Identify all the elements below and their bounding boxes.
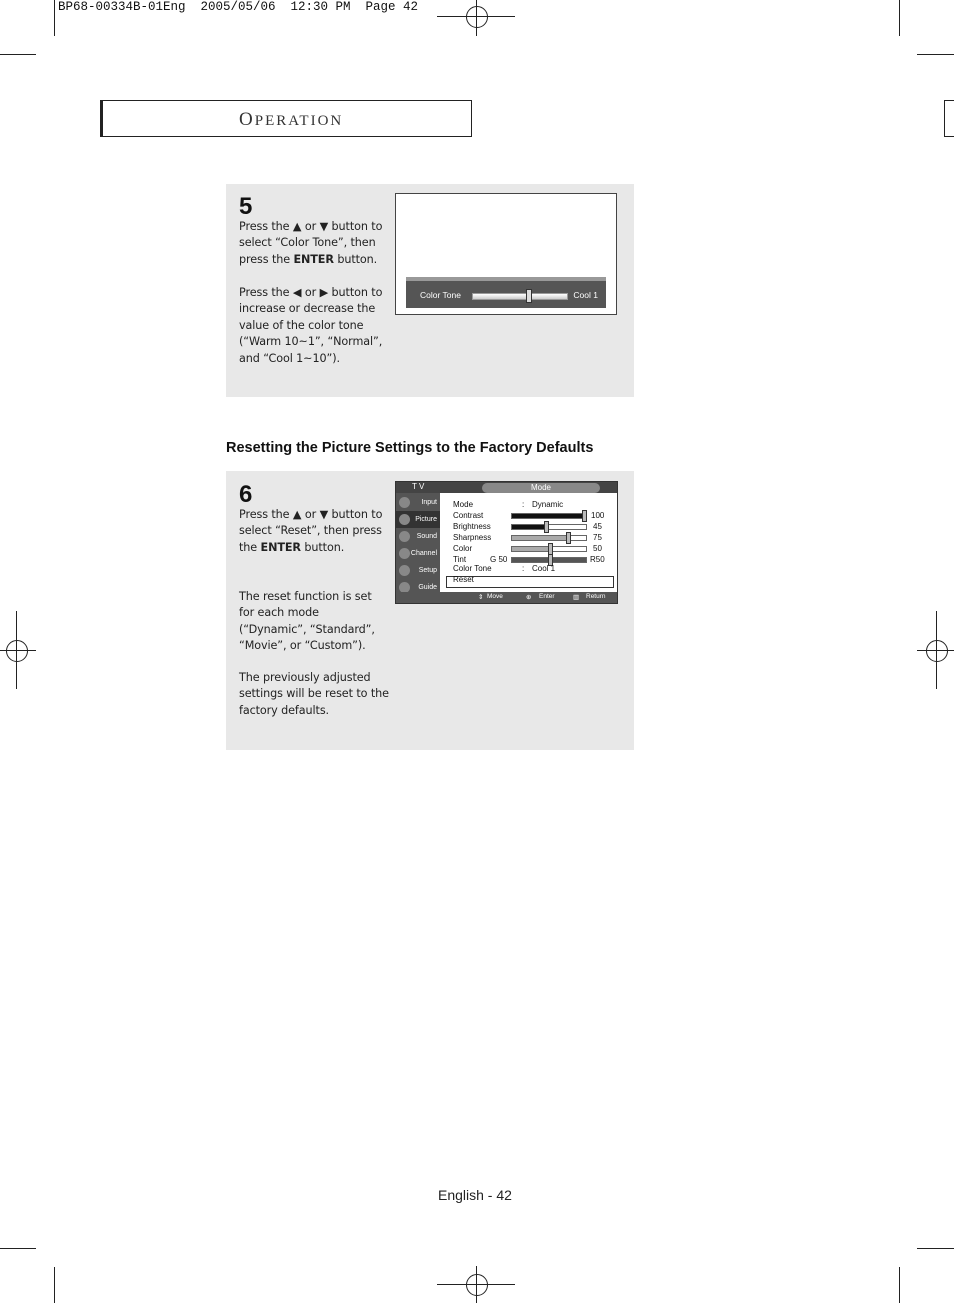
print-header: BP68-00334B-01Eng 2005/05/06 12:30 PM Page 42 <box>58 0 419 14</box>
step5-instruction-1: Press the ▲ or ▼ button to select “Color Tone”, then press the ENTER button. <box>239 220 383 266</box>
color-label: Color <box>453 544 473 553</box>
menu-item-guide: Guide <box>396 579 440 596</box>
menu-item-sound: Sound <box>396 528 440 545</box>
menu-item-picture: Picture <box>396 511 440 528</box>
section-label: OPERATION <box>239 109 344 130</box>
tint-bar <box>511 557 587 563</box>
mode-label: Mode <box>453 500 474 509</box>
color-tone-bar <box>406 277 606 308</box>
brightness-value: 45 <box>593 522 602 531</box>
contrast-bar <box>511 513 587 519</box>
color-tone-slider-track <box>472 293 568 300</box>
sharpness-label: Sharpness <box>453 533 492 542</box>
menu-item-channel: Channel <box>396 545 440 562</box>
input-icon <box>399 497 410 508</box>
reset-label: Reset <box>453 575 474 584</box>
channel-icon <box>399 548 410 559</box>
colortone-value: Cool 1 <box>532 564 556 573</box>
menu-item-input: Input <box>396 494 440 511</box>
contrast-label: Contrast <box>453 511 484 520</box>
color-value: 50 <box>593 544 602 553</box>
colortone-label: Color Tone <box>453 564 492 573</box>
color-tone-slider-knob <box>526 289 532 303</box>
step6-number: 6 <box>239 481 253 508</box>
step6-instruction-1: Press the ▲ or ▼ button to select “Reset”, then press the ENTER button. <box>239 508 383 554</box>
footer-return: Return <box>586 593 606 600</box>
screen-tv-label: T V <box>412 482 425 491</box>
footer-move: Move <box>487 593 503 600</box>
color-tone-label: Color Tone <box>420 290 461 300</box>
picture-menu-screen <box>395 481 618 604</box>
color-tone-value: Cool 1 <box>573 290 598 300</box>
color-tone-screen <box>395 193 617 315</box>
mode-separator: : <box>522 500 525 509</box>
brightness-bar <box>511 524 587 530</box>
tint-label: Tint <box>453 555 467 564</box>
brightness-label: Brightness <box>453 522 491 531</box>
color-bar <box>511 546 587 552</box>
setup-icon <box>399 565 410 576</box>
page-tab-marker <box>944 100 954 137</box>
screen-mode-title: Mode <box>482 483 600 493</box>
enter-icon: ⊕ <box>526 594 532 601</box>
step6-instruction-3: The previously adjusted settings will be reset to the factory defaults. <box>239 671 389 717</box>
return-icon: ▥ <box>573 594 580 601</box>
footer-enter: Enter <box>539 593 555 600</box>
screen-footer-bar <box>396 592 617 603</box>
mode-value: Dynamic <box>532 500 564 509</box>
section-label-box <box>100 100 472 137</box>
contrast-value: 100 <box>591 511 605 520</box>
page-footer: English - 42 <box>438 1187 512 1203</box>
move-icon: ⇕ <box>478 594 484 601</box>
sharpness-value: 75 <box>593 533 602 542</box>
sound-icon <box>399 531 410 542</box>
step5-number: 5 <box>239 193 253 220</box>
tint-left-value: G 50 <box>490 555 508 564</box>
tint-right-value: R50 <box>590 555 605 564</box>
colortone-separator: : <box>522 564 525 573</box>
sharpness-bar <box>511 535 587 541</box>
screen-side-menu <box>396 493 440 592</box>
picture-icon <box>399 514 410 525</box>
menu-item-setup: Setup <box>396 562 440 579</box>
screen-title-bar <box>396 482 617 493</box>
step6-instruction-2: The reset function is set for each mode (“Dynamic”, “Standard”, “Movie”, or “Custom”). <box>239 590 375 653</box>
step5-instruction-2: Press the ◀ or ▶ button to increase or decrease the value of the color tone (“Warm 10~1”, “Normal”, and “Cool 1~10”). <box>239 286 383 365</box>
section-heading: Resetting the Picture Settings to the Factory Defaults <box>226 440 594 456</box>
